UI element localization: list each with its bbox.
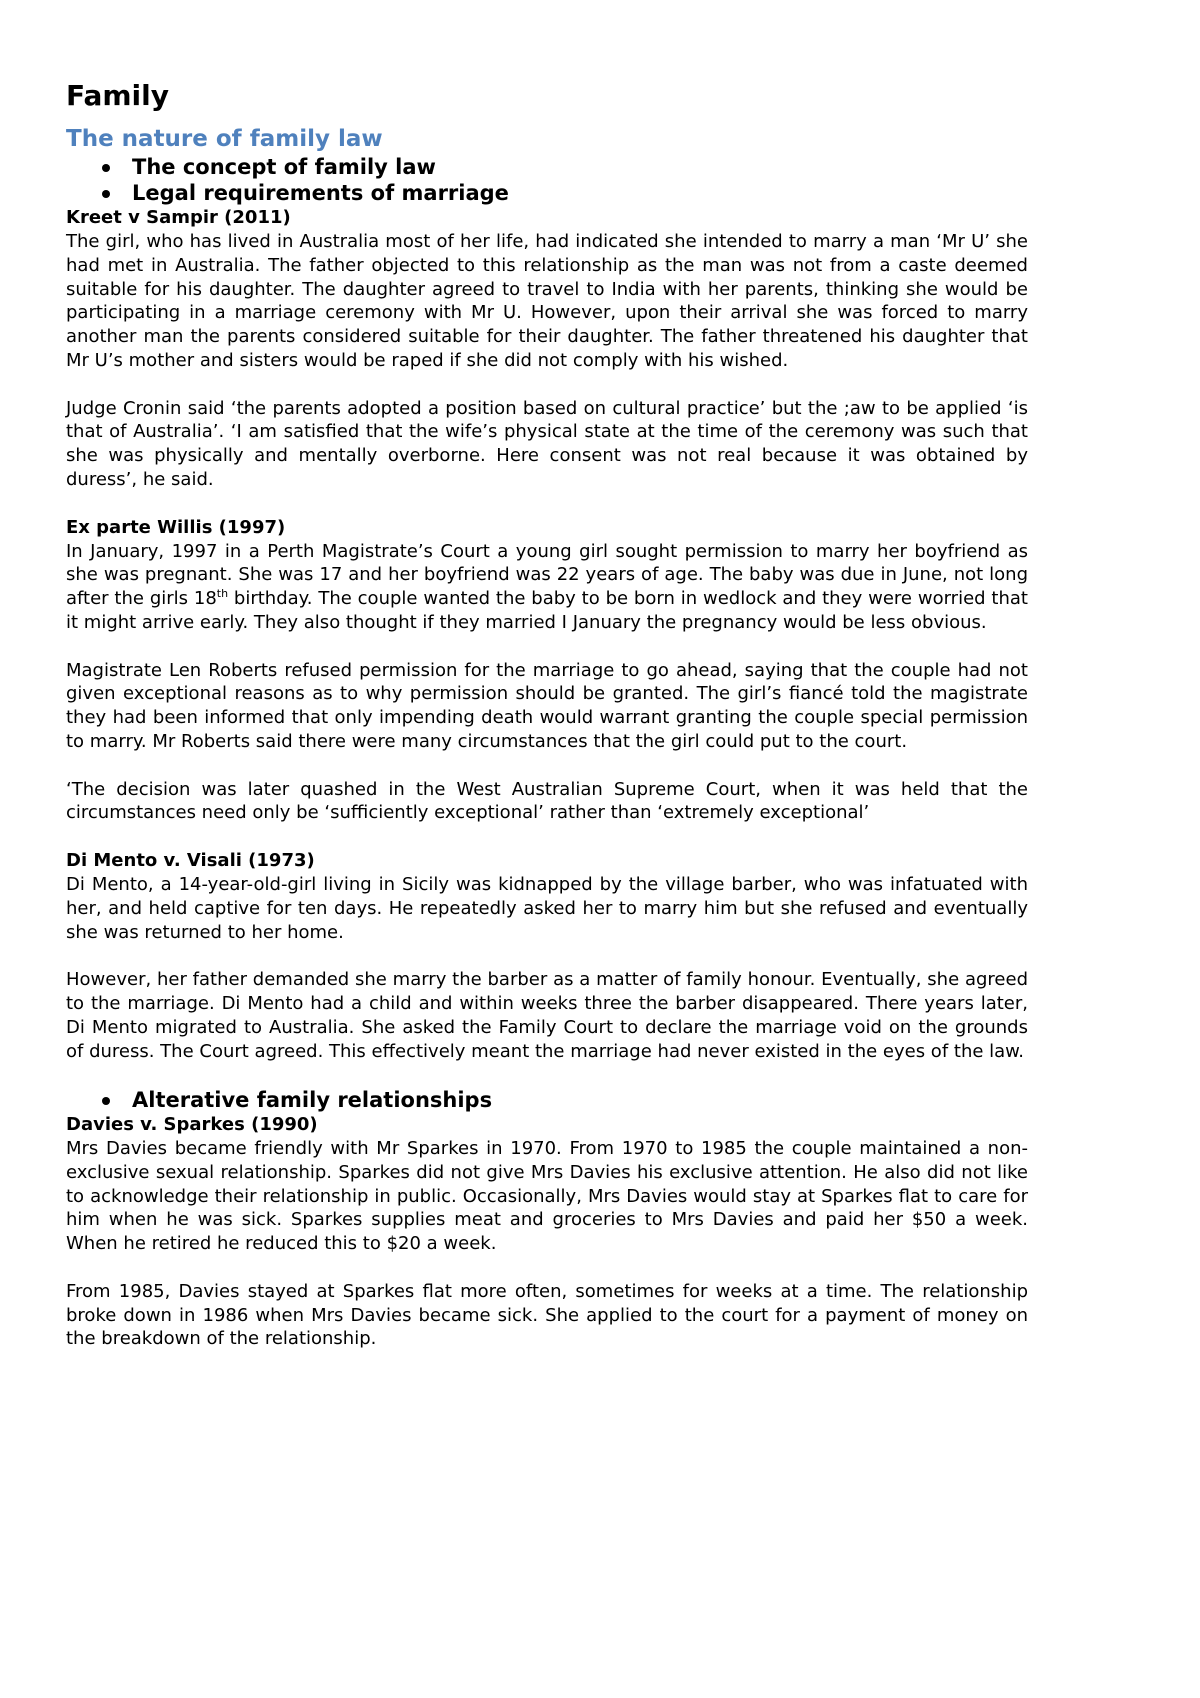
case-paragraph: Mrs Davies became friendly with Mr Sparkes in 1970. From 1970 to 1985 the couple maintained a non-exclusive sexual relationship. Sparkes did not give Mrs Davies his exclusive attention. He also did not like to acknowledge their relationship in public. Occasionally, Mrs Davies would stay at Sparkes flat to care for him when he was sick. Sparkes supplies meat and groceries to Mrs Davies and paid her $50 a week. When he retired he reduced this to $20 a week. bbox=[66, 1138, 1028, 1255]
topic-label: Legal requirements of marriage bbox=[132, 181, 509, 205]
topic-label: Alterative family relationships bbox=[132, 1088, 493, 1113]
topic-item bbox=[102, 1087, 1028, 1113]
paragraph-text: In January, 1997 in a Perth Magistrate’s Court a young girl sought permission to marry her boyfriend as she was pregnant. She was 17 and her boyfriend was 22 years of age. The baby was due in June, not long after the girls 18 bbox=[66, 540, 1028, 610]
topic-list bbox=[66, 154, 1028, 206]
page-title: Family bbox=[66, 79, 170, 112]
case-paragraph: From 1985, Davies stayed at Sparkes flat more often, sometimes for weeks at a time. The relationship broke down in 1986 when Mrs Davies became sick. She applied to the court for a payment of money on the breakdown of the relationship. bbox=[66, 1280, 1028, 1350]
case-paragraph: ‘The decision was later quashed in the West Australian Supreme Court, when it was held that the circumstances need only be ‘sufficiently exceptional’ rather than ‘extremely exceptional’ bbox=[66, 778, 1028, 824]
case-paragraph: Judge Cronin said ‘the parents adopted a position based on cultural practice’ but the ;aw to be applied ‘is that of Australia’. ‘I am satisfied that the wife’s physical state at the time of the ceremony was such that she was physically and mentally overborne. Here consent was not real because it was obtained by duress’, he said. bbox=[66, 397, 1028, 490]
case-title: Di Mento v. Visali (1973) bbox=[66, 849, 315, 871]
case-title: Davies v. Sparkes (1990) bbox=[66, 1114, 318, 1136]
case-title: Kreet v Sampir (2011) bbox=[66, 207, 291, 228]
bullet-icon bbox=[102, 190, 110, 198]
topic-list bbox=[66, 1087, 1028, 1113]
topic-label: The concept of family law bbox=[132, 155, 436, 179]
section-heading: The nature of family law bbox=[66, 126, 383, 152]
bullet-icon bbox=[102, 164, 110, 172]
topic-item bbox=[102, 154, 1028, 180]
superscript: th bbox=[216, 587, 229, 601]
case-paragraph: The girl, who has lived in Australia most of her life, had indicated she intended to marry a man ‘Mr U’ she had met in Australia. The father objected to this relationship as the man was not from a caste deemed suitable for his daughter. The daughter agreed to travel to India with her parents, thinking she would be participating in a marriage ceremony with Mr U. However, upon their arrival she was forced to marry another man the parents considered suitable for their daughter. The father threatened his daughter that Mr U’s mother and sisters would be raped if she did not comply with his wished. bbox=[66, 231, 1028, 371]
case-paragraph bbox=[66, 540, 1028, 635]
case-paragraph: Magistrate Len Roberts refused permission for the marriage to go ahead, saying that the couple had not given exceptional reasons as to why permission should be granted. The girl’s fiancé told the magistrate they had been informed that only impending death would warrant granting the couple special permission to marry. Mr Roberts said there were many circumstances that the girl could put to the court. bbox=[66, 659, 1028, 752]
case-paragraph: Di Mento, a 14-year-old-girl living in Sicily was kidnapped by the village barber, who was infatuated with her, and held captive for ten days. He repeatedly asked her to marry him but she refused and eventually she was returned to her home. bbox=[66, 873, 1028, 943]
bullet-icon bbox=[102, 1097, 110, 1105]
topic-item bbox=[102, 180, 1028, 206]
case-paragraph: However, her father demanded she marry the barber as a matter of family honour. Eventually, she agreed to the marriage. Di Mento had a child and within weeks three the barber disappeared. There years later, Di Mento migrated to Australia. She asked the Family Court to declare the marriage void on the grounds of duress. The Court agreed. This effectively meant the marriage had never existed in the eyes of the law. bbox=[66, 969, 1028, 1062]
paragraph-text: birthday. The couple wanted the baby to be born in wedlock and they were worried that it might arrive early. They also thought if they married I January the pregnancy would be less obvious. bbox=[66, 588, 1028, 633]
case-title: Ex parte Willis (1997) bbox=[66, 516, 286, 538]
